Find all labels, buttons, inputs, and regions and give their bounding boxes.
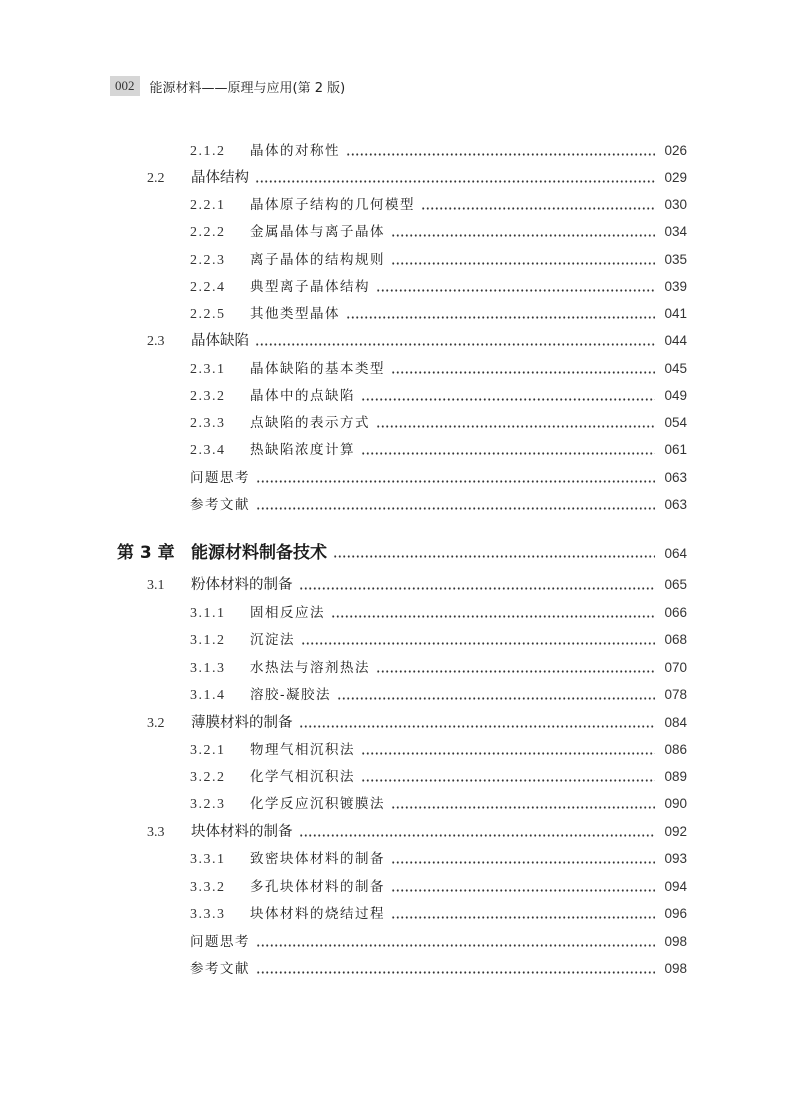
toc-entry-number: 3.3	[147, 825, 165, 840]
toc-entry-page: 068	[664, 632, 687, 647]
toc-entry-title: 问题思考	[190, 934, 250, 950]
toc-entry-number: 2.2	[147, 171, 165, 186]
toc-entry-title: 参考文献	[190, 961, 250, 977]
toc-entry-page: 039	[664, 279, 687, 294]
toc-entry-number: 2.3.2	[190, 389, 226, 404]
toc-entry-title: 多孔块体材料的制备	[250, 879, 385, 895]
toc-entry-number: 3.3.2	[190, 880, 226, 895]
toc-entry-page: 094	[664, 879, 687, 894]
toc-entry-page: 098	[664, 961, 687, 976]
toc-entry	[147, 330, 687, 352]
toc-entry-title: 能源材料制备技术	[191, 543, 327, 563]
toc-entry-page: 030	[664, 197, 687, 212]
dot-leader	[391, 371, 655, 374]
toc-entry-number: 2.2.5	[190, 307, 226, 322]
toc-entry-title: 水热法与溶剂热法	[250, 660, 370, 676]
toc-entry-page: 045	[664, 361, 687, 376]
toc-entry	[190, 657, 687, 679]
toc-entry-number: 第 3 章	[117, 543, 175, 563]
toc-entry-title: 晶体的对称性	[250, 143, 340, 159]
toc-entry	[190, 249, 687, 271]
dot-leader	[256, 944, 655, 947]
dot-leader	[421, 207, 655, 210]
toc-entry	[190, 739, 687, 761]
toc-entry-number: 2.3.3	[190, 416, 226, 431]
toc-entry-page: 065	[664, 577, 687, 592]
dot-leader	[361, 398, 655, 401]
dot-leader	[391, 916, 655, 919]
toc-entry-title: 沉淀法	[250, 632, 295, 648]
dot-leader	[255, 343, 655, 346]
dot-leader	[391, 262, 655, 265]
toc-entry	[190, 276, 687, 298]
toc-entry	[190, 903, 687, 925]
toc-entry	[190, 602, 687, 624]
toc-entry-number: 3.2.2	[190, 770, 226, 785]
toc-entry-title: 致密块体材料的制备	[250, 851, 385, 867]
toc-entry	[190, 439, 687, 461]
dot-leader	[346, 153, 655, 156]
toc-entry-title: 化学反应沉积镀膜法	[250, 796, 385, 812]
dot-leader	[361, 752, 655, 755]
toc-entry-title: 参考文献	[190, 497, 250, 513]
toc-entry	[190, 958, 687, 980]
toc-entry-page: 029	[664, 170, 687, 185]
dot-leader	[331, 615, 655, 618]
dot-leader	[376, 670, 655, 673]
toc-entry	[190, 194, 687, 216]
toc-entry	[190, 684, 687, 706]
toc-entry-number: 2.3.1	[190, 362, 226, 377]
toc-entry-title: 晶体结构	[191, 170, 249, 186]
toc-entry	[190, 793, 687, 815]
toc-entry-number: 3.1.2	[190, 633, 226, 648]
toc-entry-number: 3.2.3	[190, 797, 226, 812]
toc-entry-number: 3.2	[147, 716, 165, 731]
toc-entry-number: 3.3.3	[190, 907, 226, 922]
toc-entry-number: 3.3.1	[190, 852, 226, 867]
toc-entry-page: 078	[664, 687, 687, 702]
toc-entry-title: 离子晶体的结构规则	[250, 252, 385, 268]
toc-chapter-entry	[117, 542, 687, 564]
toc-entry-page: 061	[664, 442, 687, 457]
toc-entry-page: 086	[664, 742, 687, 757]
toc-entry-title: 粉体材料的制备	[191, 577, 293, 593]
toc-entry	[190, 303, 687, 325]
toc-entry-number: 2.3	[147, 334, 165, 349]
dot-leader	[255, 180, 655, 183]
toc-entry-title: 晶体中的点缺陷	[250, 388, 355, 404]
toc-entry-title: 块体材料的烧结过程	[250, 906, 385, 922]
toc-entry	[190, 140, 687, 162]
toc-entry-number: 3.2.1	[190, 743, 226, 758]
dot-leader	[337, 697, 655, 700]
toc-entry-page: 035	[664, 252, 687, 267]
toc-entry-page: 026	[664, 143, 687, 158]
dot-leader	[391, 234, 655, 237]
toc-entry-title: 晶体原子结构的几何模型	[250, 197, 415, 213]
toc-entry-page: 044	[664, 333, 687, 348]
dot-leader	[301, 642, 655, 645]
toc-entry-page: 096	[664, 906, 687, 921]
toc-entry-title: 晶体缺陷的基本类型	[250, 361, 385, 377]
toc-entry	[147, 712, 687, 734]
toc-entry-title: 固相反应法	[250, 605, 325, 621]
dot-leader	[361, 452, 655, 455]
dot-leader	[299, 587, 656, 590]
dot-leader	[391, 861, 655, 864]
toc-entry-number: 3.1.4	[190, 688, 226, 703]
toc-entry	[147, 574, 687, 596]
toc-entry-page: 034	[664, 224, 687, 239]
toc-entry-title: 典型离子晶体结构	[250, 279, 370, 295]
toc-entry-number: 3.1.3	[190, 661, 226, 676]
toc-entry-page: 064	[664, 546, 687, 561]
book-title: 能源材料——原理与应用(第 2 版)	[149, 80, 346, 96]
toc-entry-page: 066	[664, 605, 687, 620]
toc-entry	[190, 221, 687, 243]
dot-leader	[299, 834, 656, 837]
toc-entry-title: 晶体缺陷	[191, 333, 249, 349]
dot-leader	[376, 289, 655, 292]
toc-entry-number: 2.2.3	[190, 253, 226, 268]
dot-leader	[333, 555, 655, 558]
toc-entry-title: 金属晶体与离子晶体	[250, 224, 385, 240]
toc-entry-title: 化学气相沉积法	[250, 769, 355, 785]
toc-entry	[190, 876, 687, 898]
toc-entry-page: 089	[664, 769, 687, 784]
toc-entry-number: 2.3.4	[190, 443, 226, 458]
toc-entry-number: 2.2.1	[190, 198, 226, 213]
dot-leader	[391, 889, 655, 892]
toc-entry-page: 070	[664, 660, 687, 675]
toc-entry-page: 063	[664, 470, 687, 485]
toc-entry-page: 063	[664, 497, 687, 512]
dot-leader	[299, 725, 656, 728]
toc-entry-number: 2.1.2	[190, 144, 226, 159]
toc-entry-page: 084	[664, 715, 687, 730]
toc-entry	[190, 494, 687, 516]
toc-entry	[190, 931, 687, 953]
toc-entry-title: 物理气相沉积法	[250, 742, 355, 758]
dot-leader	[391, 806, 655, 809]
dot-leader	[361, 779, 655, 782]
toc-entry-title: 薄膜材料的制备	[191, 715, 293, 731]
dot-leader	[256, 971, 655, 974]
dot-leader	[256, 507, 655, 510]
toc-entry	[190, 467, 687, 489]
toc-entry	[147, 167, 687, 189]
dot-leader	[256, 480, 655, 483]
toc-entry	[190, 848, 687, 870]
toc-entry-page: 092	[664, 824, 687, 839]
toc-entry-title: 问题思考	[190, 470, 250, 486]
toc-entry-number: 2.2.4	[190, 280, 226, 295]
dot-leader	[376, 425, 655, 428]
toc-entry-number: 3.1.1	[190, 606, 226, 621]
toc-entry-title: 热缺陷浓度计算	[250, 442, 355, 458]
toc-entry-page: 090	[664, 796, 687, 811]
toc-entry	[190, 629, 687, 651]
toc-entry-number: 2.2.2	[190, 225, 226, 240]
toc-entry	[147, 821, 687, 843]
toc-entry-page: 041	[664, 306, 687, 321]
toc-entry-page: 093	[664, 851, 687, 866]
toc-entry-title: 点缺陷的表示方式	[250, 415, 370, 431]
toc-entry-title: 块体材料的制备	[191, 824, 293, 840]
toc-entry-page: 054	[664, 415, 687, 430]
page-number: 002	[110, 76, 140, 96]
toc-entry-number: 3.1	[147, 578, 165, 593]
toc-entry	[190, 385, 687, 407]
toc-entry-title: 其他类型晶体	[250, 306, 340, 322]
dot-leader	[346, 316, 655, 319]
toc-entry-page: 049	[664, 388, 687, 403]
toc-entry	[190, 358, 687, 380]
toc-entry	[190, 412, 687, 434]
toc-entry	[190, 766, 687, 788]
toc-entry-page: 098	[664, 934, 687, 949]
toc-entry-title: 溶胶-凝胶法	[250, 687, 332, 703]
